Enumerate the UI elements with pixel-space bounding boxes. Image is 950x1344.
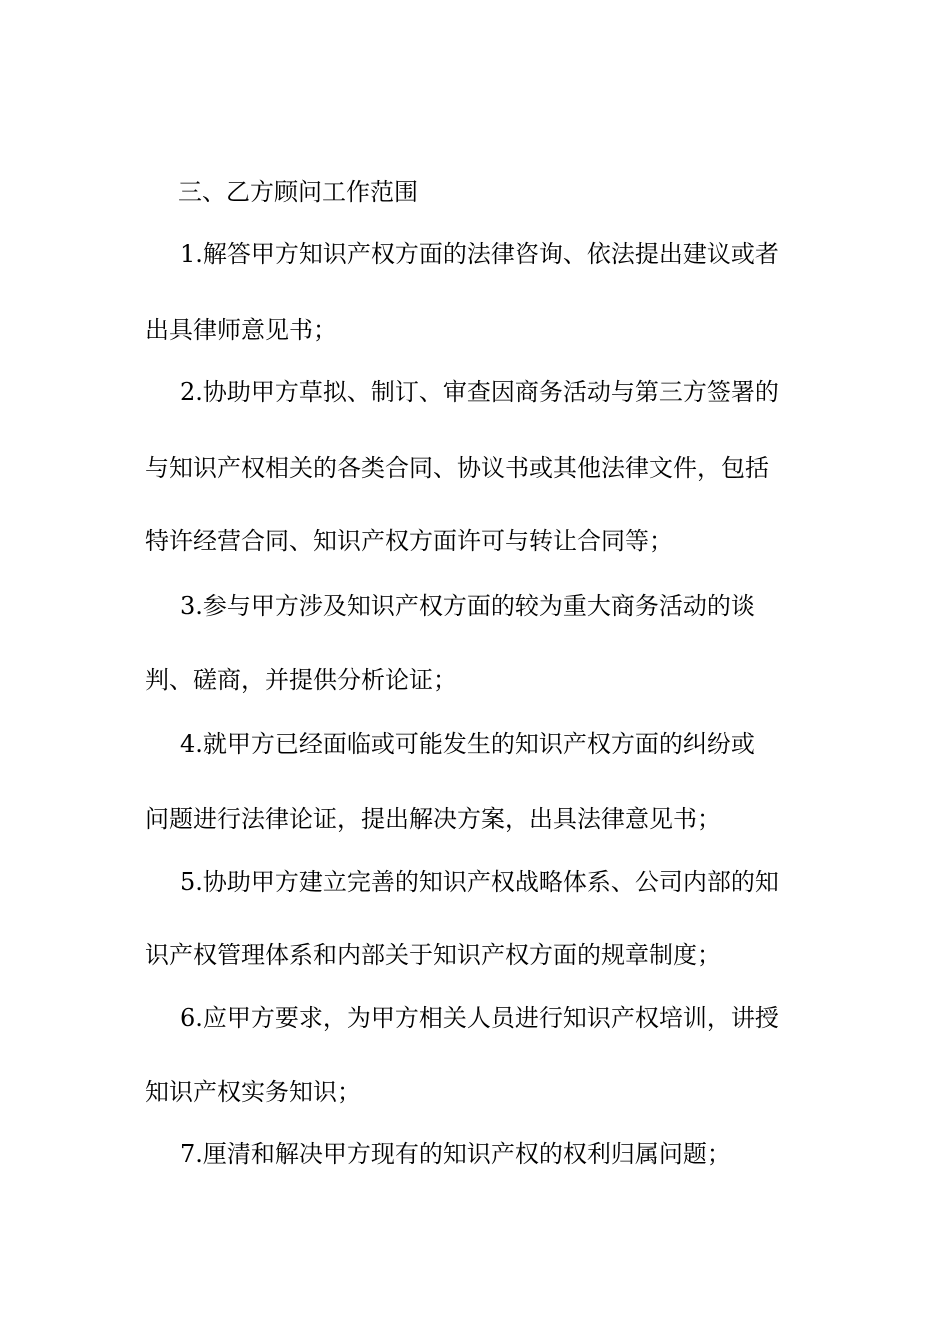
clause-1-line-2: 出具律师意见书； <box>145 316 337 344</box>
clause-5-line-1: 5.协助甲方建立完善的知识产权战略体系、公司内部的知 <box>180 868 779 896</box>
clause-6-line-1: 6.应甲方要求，为甲方相关人员进行知识产权培训，讲授 <box>180 1004 779 1032</box>
section-heading: 三、乙方顾问工作范围 <box>178 178 418 206</box>
clause-2-line-1: 2.协助甲方草拟、制订、审查因商务活动与第三方签署的 <box>180 378 779 406</box>
clause-7-line-1: 7.厘清和解决甲方现有的知识产权的权利归属问题； <box>180 1140 731 1168</box>
clause-4-line-2: 问题进行法律论证，提出解决方案，出具法律意见书； <box>145 805 721 833</box>
clause-4-line-1: 4.就甲方已经面临或可能发生的知识产权方面的纠纷或 <box>180 730 755 758</box>
clause-2-line-2: 与知识产权相关的各类合同、协议书或其他法律文件，包括 <box>145 454 769 482</box>
clause-5-line-2: 识产权管理体系和内部关于知识产权方面的规章制度； <box>145 941 721 969</box>
clause-2-line-3: 特许经营合同、知识产权方面许可与转让合同等； <box>145 527 673 555</box>
clause-3-line-1: 3.参与甲方涉及知识产权方面的较为重大商务活动的谈 <box>180 592 755 620</box>
clause-6-line-2: 知识产权实务知识； <box>145 1078 361 1106</box>
clause-3-line-2: 判、磋商，并提供分析论证； <box>145 666 457 694</box>
clause-1-line-1: 1.解答甲方知识产权方面的法律咨询、依法提出建议或者 <box>180 240 779 268</box>
